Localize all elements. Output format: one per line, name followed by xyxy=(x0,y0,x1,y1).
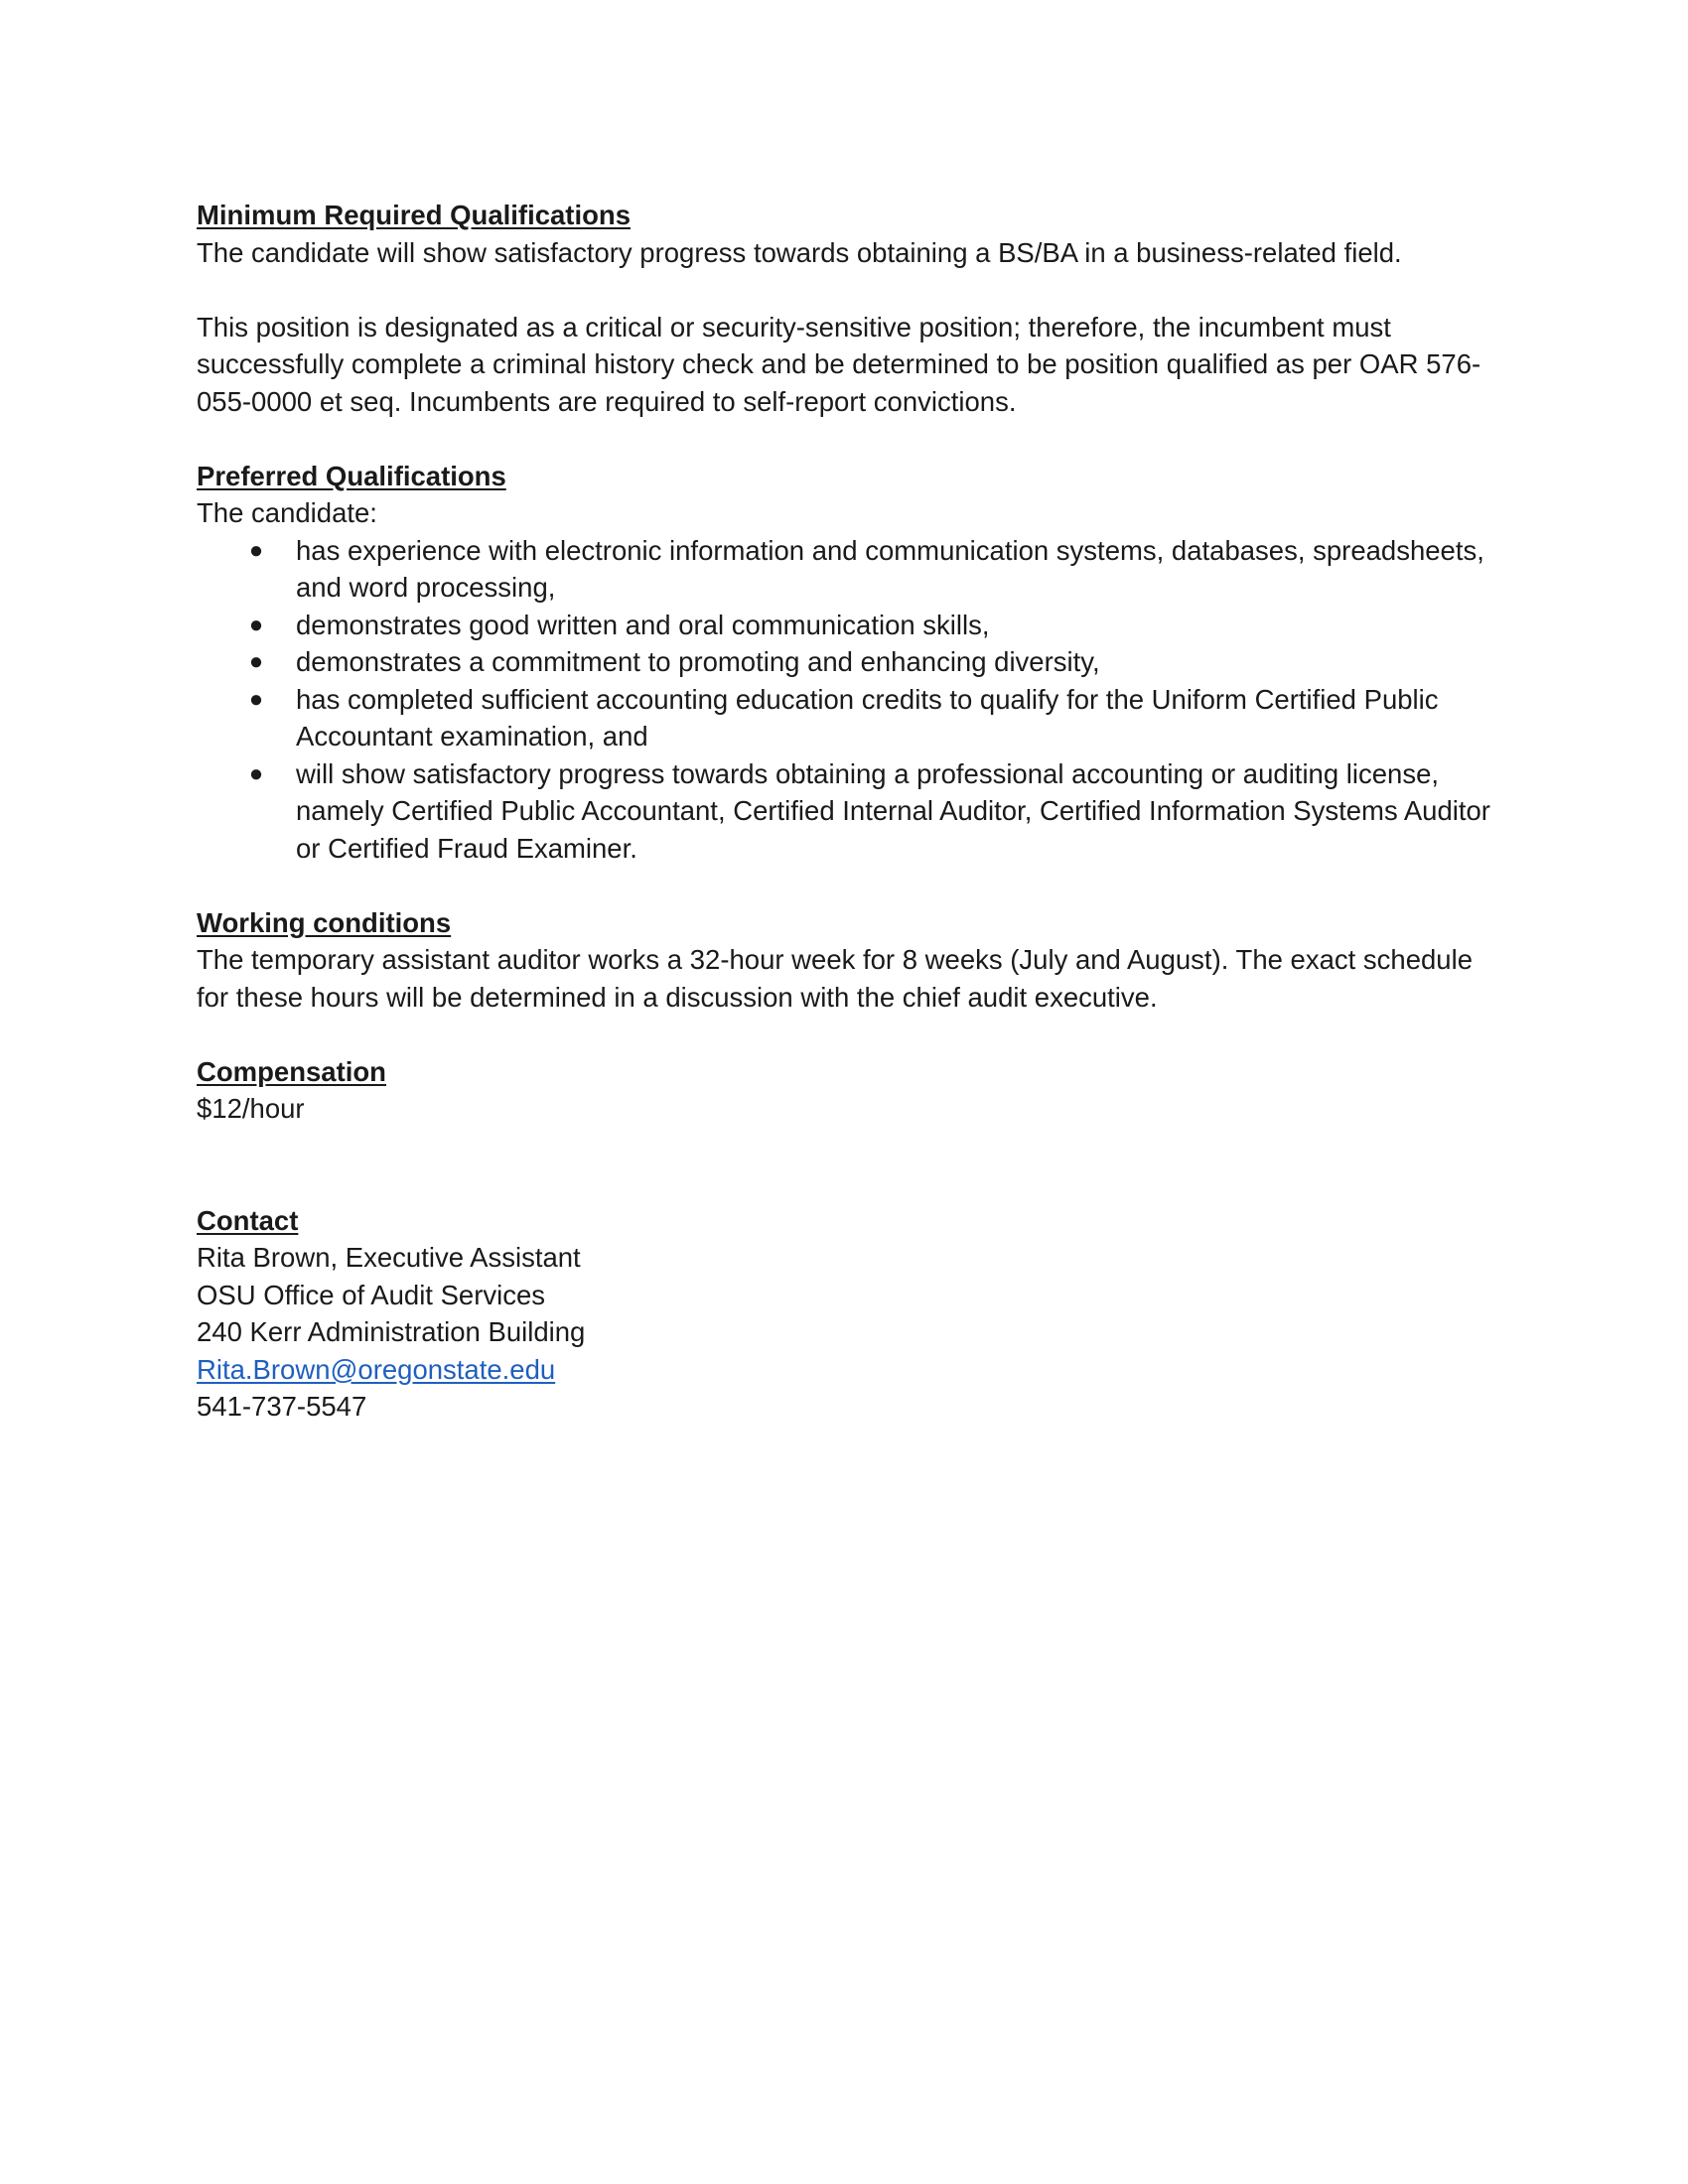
bullet-icon: ● xyxy=(248,611,264,638)
contact-phone: 541-737-5547 xyxy=(197,1391,367,1422)
contact-office: OSU Office of Audit Services xyxy=(197,1279,546,1310)
list-item xyxy=(197,681,1497,755)
contact-email-line xyxy=(197,1351,1497,1389)
working-conditions-heading: Working conditions xyxy=(197,906,452,938)
contact-address: 240 Kerr Administration Building xyxy=(197,1316,586,1347)
contact-name: Rita Brown, Executive Assistant xyxy=(197,1242,581,1273)
list-item xyxy=(197,755,1497,868)
list-item xyxy=(197,643,1497,681)
list-item xyxy=(197,532,1497,607)
preferred-qualifications-intro: The candidate: xyxy=(197,497,377,528)
spacer xyxy=(197,1016,1497,1053)
list-item-text: has completed sufficient accounting education credits to qualify for the Uniform Certified Public Accountant examination, and xyxy=(296,683,1439,751)
bullet-icon: ● xyxy=(248,536,264,564)
min-qualifications-text: The candidate will show satisfactory progress towards obtaining a BS/BA in a business-related field. xyxy=(197,236,1402,268)
contact-heading: Contact xyxy=(197,1204,299,1236)
min-qualifications-section xyxy=(197,197,1497,420)
bullet-icon: ● xyxy=(248,759,264,787)
list-item-text: demonstrates a commitment to promoting and enhancing diversity, xyxy=(296,646,1100,677)
working-conditions-section xyxy=(197,904,1497,1017)
preferred-qualifications-section xyxy=(197,458,1497,868)
preferred-qualifications-list xyxy=(197,532,1497,868)
working-conditions-text: The temporary assistant auditor works a 32-hour week for 8 weeks (July and August). The exact schedule for these hours will be determined in a discussion with the chief audit executive. xyxy=(197,944,1473,1013)
compensation-section xyxy=(197,1053,1497,1128)
list-item-text: has experience with electronic information and communication systems, databases, spreadsheets, and word processing, xyxy=(296,534,1484,603)
preferred-qualifications-heading: Preferred Qualifications xyxy=(197,460,506,491)
spacer xyxy=(197,420,1497,458)
spacer xyxy=(197,867,1497,904)
compensation-heading: Compensation xyxy=(197,1055,386,1087)
min-qualifications-heading: Minimum Required Qualifications xyxy=(197,200,631,230)
security-sensitive-text: This position is designated as a critical or security-sensitive position; therefore, the incumbent must successfully complete a criminal history check and be determined to be position qualified as per OAR 576-055-0000 et seq. Incumbents are required to self-report convictions. xyxy=(197,311,1481,417)
compensation-text: $12/hour xyxy=(197,1093,305,1124)
bullet-icon: ● xyxy=(248,648,264,675)
spacer xyxy=(197,1128,1497,1202)
list-item-text: demonstrates good written and oral communication skills, xyxy=(296,609,990,640)
spacer xyxy=(197,271,1497,309)
document-page xyxy=(197,197,1497,1426)
bullet-icon: ● xyxy=(248,685,264,713)
contact-email-link[interactable]: Rita.Brown@oregonstate.edu xyxy=(197,1353,556,1385)
list-item-text: will show satisfactory progress towards obtaining a professional accounting or auditing license, namely Certified Public Accountant, Certified Internal Auditor, Certified Information Systems Auditor or Certified Fraud Examiner. xyxy=(296,757,1490,864)
list-item xyxy=(197,607,1497,644)
contact-section xyxy=(197,1202,1497,1426)
